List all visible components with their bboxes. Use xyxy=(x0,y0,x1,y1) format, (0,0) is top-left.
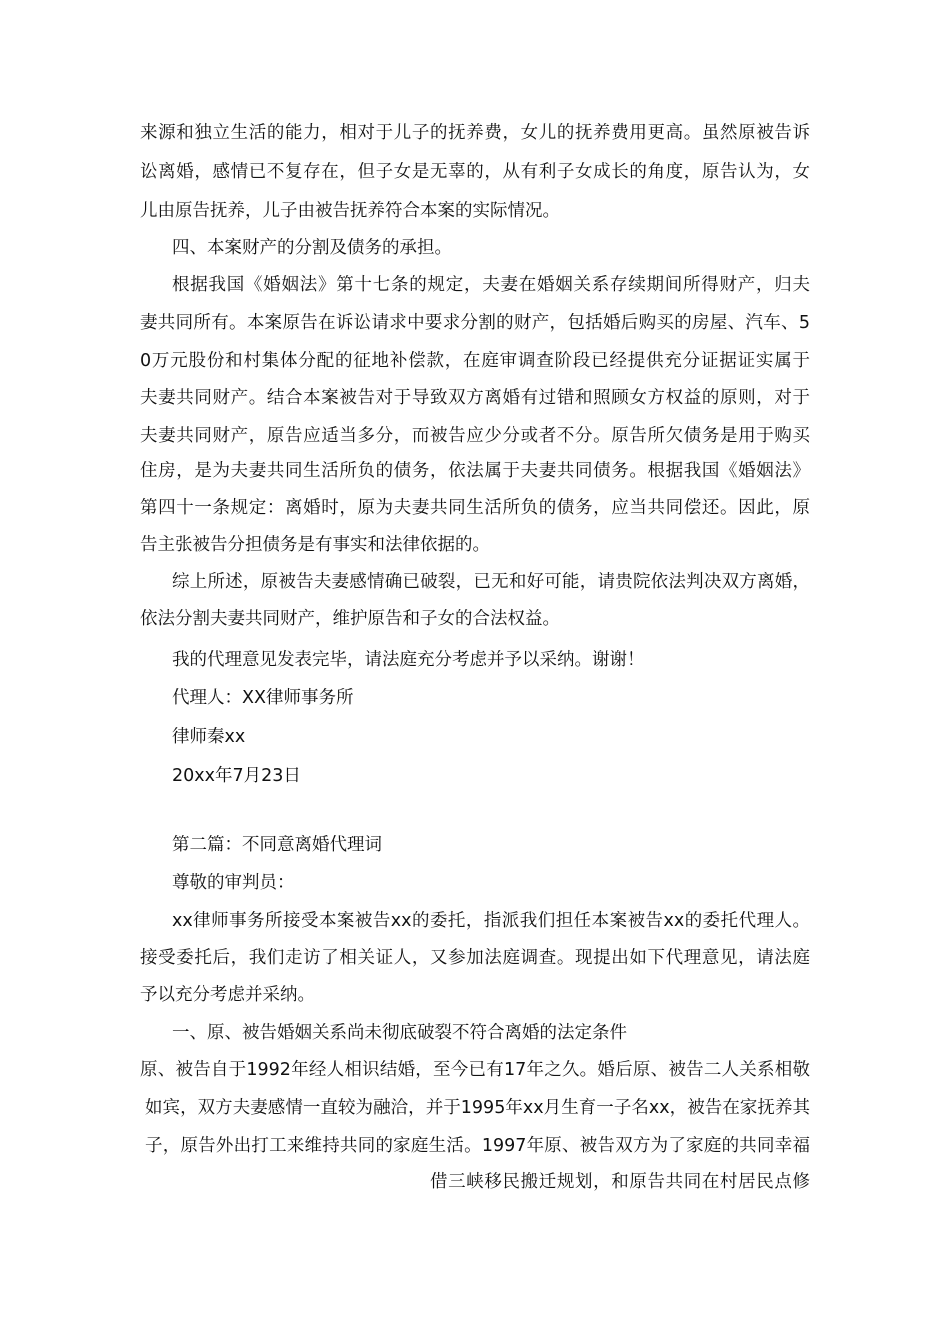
section-heading: 四、本案财产的分割及债务的承担。 xyxy=(172,238,452,258)
salutation: 尊敬的审判员： xyxy=(172,873,295,893)
paragraph-line: 儿由原告抚养，儿子由被告抚养符合本案的实际情况。 xyxy=(140,201,560,221)
chapter-title: 第二篇：不同意离婚代理词 xyxy=(172,835,382,855)
closing-remark: 我的代理意见发表完毕，请法庭充分考虑并予以采纳。谢谢！ xyxy=(172,650,645,670)
paragraph-line: 接受委托后，我们走访了相关证人，又参加法庭调查。现提出如下代理意见，请法庭 xyxy=(140,948,810,968)
paragraph-line: 综上所述，原被告夫妻感情确已破裂，已无和好可能，请贵院依法判决双方离婚， xyxy=(172,572,810,592)
paragraph-line: 根据我国《婚姻法》第十七条的规定，夫妻在婚姻关系存续期间所得财产，归夫 xyxy=(172,275,810,295)
paragraph-line: 子，原告外出打工来维持共同的家庭生活。1997年原、被告双方为了家庭的共同幸福 xyxy=(145,1136,810,1156)
paragraph-line: 如宾，双方夫妻感情一直较为融洽，并于1995年xx月生育一子名xx，被告在家抚养其 xyxy=(145,1098,810,1118)
paragraph-line: 原、被告自于1992年经人相识结婚，至今已有17年之久。婚后原、被告二人关系相敬 xyxy=(140,1060,810,1080)
section-heading: 一、原、被告婚姻关系尚未彻底破裂不符合离婚的法定条件 xyxy=(172,1023,627,1043)
paragraph-line: 住房，是为夫妻共同生活所负的债务，依法属于夫妻共同债务。根据我国《婚姻法》 xyxy=(140,461,810,481)
paragraph-line: 告主张被告分担债务是有事实和法律依据的。 xyxy=(140,535,490,555)
paragraph-line: 依法分割夫妻共同财产，维护原告和子女的合法权益。 xyxy=(140,609,560,629)
paragraph-line: 妻共同所有。本案原告在诉讼请求中要求分割的财产，包括婚后购买的房屋、汽车、5 xyxy=(140,313,810,333)
document-date: 20xx年7月23日 xyxy=(172,766,301,786)
paragraph-line: 夫妻共同财产。结合本案被告对于导致双方离婚有过错和照顾女方权益的原则，对于 xyxy=(140,388,810,408)
paragraph-line: 来源和独立生活的能力，相对于儿子的抚养费，女儿的抚养费用更高。虽然原被告诉 xyxy=(140,123,810,143)
agent-signature: 代理人：XX律师事务所 xyxy=(172,688,354,708)
paragraph-line: 借三峡移民搬迁规划，和原告共同在村居民点修 xyxy=(430,1172,810,1192)
paragraph-line: 0万元股份和村集体分配的征地补偿款，在庭审调查阶段已经提供充分证据证实属于 xyxy=(140,351,810,371)
paragraph-line: xx律师事务所接受本案被告xx的委托，指派我们担任本案被告xx的委托代理人。 xyxy=(172,911,810,931)
paragraph-line: 予以充分考虑并采纳。 xyxy=(140,985,315,1005)
lawyer-name: 律师秦xx xyxy=(172,727,246,747)
paragraph-line: 讼离婚，感情已不复存在，但子女是无辜的，从有利子女成长的角度，原告认为，女 xyxy=(140,162,810,182)
paragraph-line: 夫妻共同财产，原告应适当多分，而被告应少分或者不分。原告所欠债务是用于购买 xyxy=(140,426,810,446)
paragraph-line: 第四十一条规定：离婚时，原为夫妻共同生活所负的债务，应当共同偿还。因此，原 xyxy=(140,498,810,518)
